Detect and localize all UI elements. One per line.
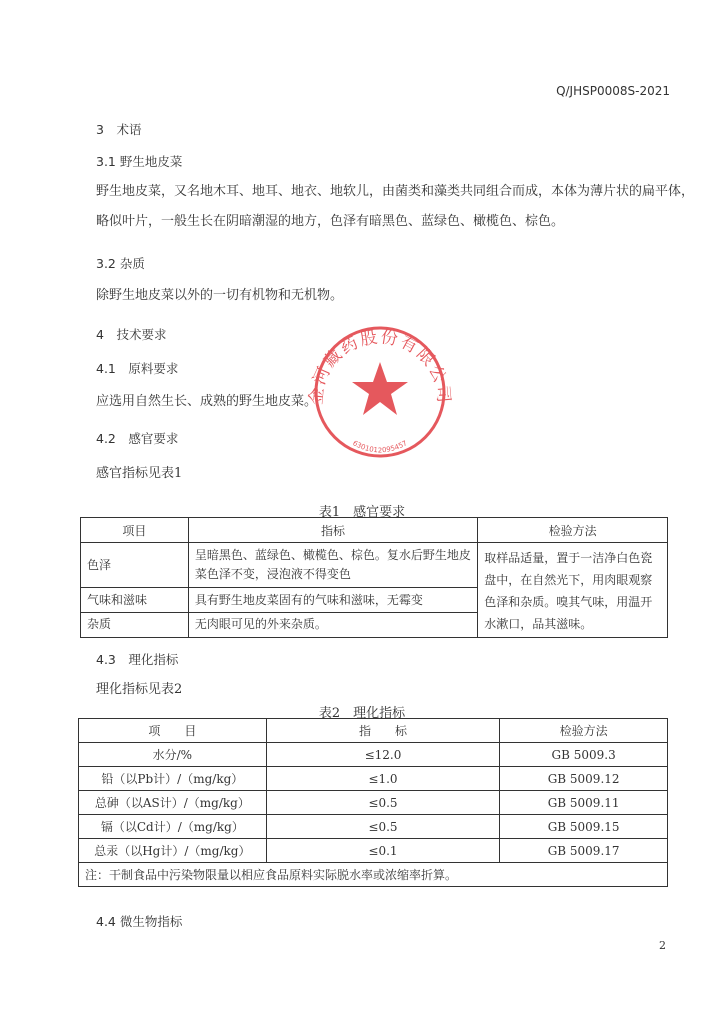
seal-text: 金河藏药股份有限公司 (306, 327, 454, 406)
table-1-cell-spec: 呈暗黑色、蓝绿色、橄榄色、棕色。复水后野生地皮菜色泽不变，浸泡液不得变色 (188, 543, 477, 588)
section-3-2-heading: 3.2 杂质 (96, 256, 145, 271)
table-2-note: 注：干制食品中污染物限量以相应食品原料实际脱水率或浓缩率折算。 (79, 863, 668, 887)
table-2-header-spec: 指 标 (266, 719, 500, 743)
table-2-caption: 表2 理化指标 (318, 706, 406, 721)
table-1-cell-item: 气味和滋味 (81, 588, 189, 612)
section-3-1-heading: 3.1 野生地皮菜 (96, 154, 183, 169)
table-note-row (79, 863, 668, 887)
seal-stamp (306, 327, 453, 456)
table-2-cell-spec: ≤0.5 (266, 815, 500, 839)
table-2-cell-method: GB 5009.3 (500, 743, 668, 767)
seal-text-arc (306, 327, 453, 405)
table-2-cell-spec: ≤0.1 (266, 839, 500, 863)
table-2-cell-method: GB 5009.11 (500, 791, 668, 815)
table-1-cell-item: 色泽 (81, 543, 189, 588)
table-1-cell-spec: 无肉眼可见的外来杂质。 (188, 612, 477, 637)
section-3-1-line-1: 野生地皮菜，又名地木耳、地耳、地衣、地软儿，由菌类和藻类共同组合而成，本体为薄片状的扁平体， (96, 184, 695, 199)
table-row (79, 815, 668, 839)
seal-star-icon (352, 362, 408, 415)
seal-code: 6301012095457 (351, 439, 409, 455)
table-2-cell-item: 铅（以Pb计）/（mg/kg） (79, 767, 267, 791)
table-1-caption: 表1 感官要求 (318, 505, 406, 520)
table-2-cell-method: GB 5009.15 (500, 815, 668, 839)
company-seal (300, 320, 460, 460)
table-row (79, 743, 668, 767)
section-4-2-heading: 4.2 感官要求 (96, 431, 179, 446)
table-row (79, 767, 668, 791)
table-1-header-spec: 指标 (188, 518, 477, 543)
section-3-1-line-2: 略似叶片，一般生长在阴暗潮湿的地方，色泽有暗黑色、蓝绿色、橄榄色、棕色。 (96, 214, 565, 229)
table-2-cell-item: 镉（以Cd计）/（mg/kg） (79, 815, 267, 839)
table-1-header-item: 项目 (81, 518, 189, 543)
page-number: 2 (659, 939, 666, 952)
table-2-cell-item: 总砷（以AS计）/（mg/kg） (79, 791, 267, 815)
table-1-cell-item: 杂质 (81, 612, 189, 637)
section-4-1-heading: 4.1 原料要求 (96, 361, 179, 376)
document-number: Q/JHSP0008S-2021 (556, 84, 670, 98)
seal-ring (316, 328, 444, 456)
section-3-2-text: 除野生地皮菜以外的一切有机物和无机物。 (96, 288, 344, 303)
section-4-heading: 4 技术要求 (96, 327, 167, 342)
table-1-header-method: 检验方法 (478, 518, 668, 543)
table-2-cell-spec: ≤1.0 (266, 767, 500, 791)
physicochemical-indicators-table (78, 718, 668, 887)
sensory-requirements-table (80, 517, 668, 638)
section-4-3-text: 理化指标见表2 (96, 682, 183, 697)
table-2-cell-method: GB 5009.12 (500, 767, 668, 791)
table-2-cell-item: 水分/% (79, 743, 267, 767)
table-row (81, 543, 668, 588)
table-2-cell-method: GB 5009.17 (500, 839, 668, 863)
section-4-1-text: 应选用自然生长、成熟的野生地皮菜。 (96, 394, 318, 409)
section-4-4-heading: 4.4 微生物指标 (96, 914, 183, 929)
table-2-cell-spec: ≤12.0 (266, 743, 500, 767)
table-row (79, 839, 668, 863)
table-2-header-item: 项 目 (79, 719, 267, 743)
table-row (79, 791, 668, 815)
table-2-header-method: 检验方法 (500, 719, 668, 743)
section-3-heading: 3 术语 (96, 122, 142, 137)
section-4-3-heading: 4.3 理化指标 (96, 652, 179, 667)
seal-code-arc (351, 439, 408, 454)
table-2-cell-spec: ≤0.5 (266, 791, 500, 815)
table-1-cell-spec: 具有野生地皮菜固有的气味和滋味，无霉变 (188, 588, 477, 612)
section-4-2-text: 感官指标见表1 (96, 466, 183, 481)
table-1-cell-method: 取样品适量，置于一洁净白色瓷盘中，在自然光下，用肉眼观察色泽和杂质。嗅其气味，用温开水漱口，品其滋味。 (478, 543, 668, 638)
table-2-cell-item: 总汞（以Hg计）/（mg/kg） (79, 839, 267, 863)
